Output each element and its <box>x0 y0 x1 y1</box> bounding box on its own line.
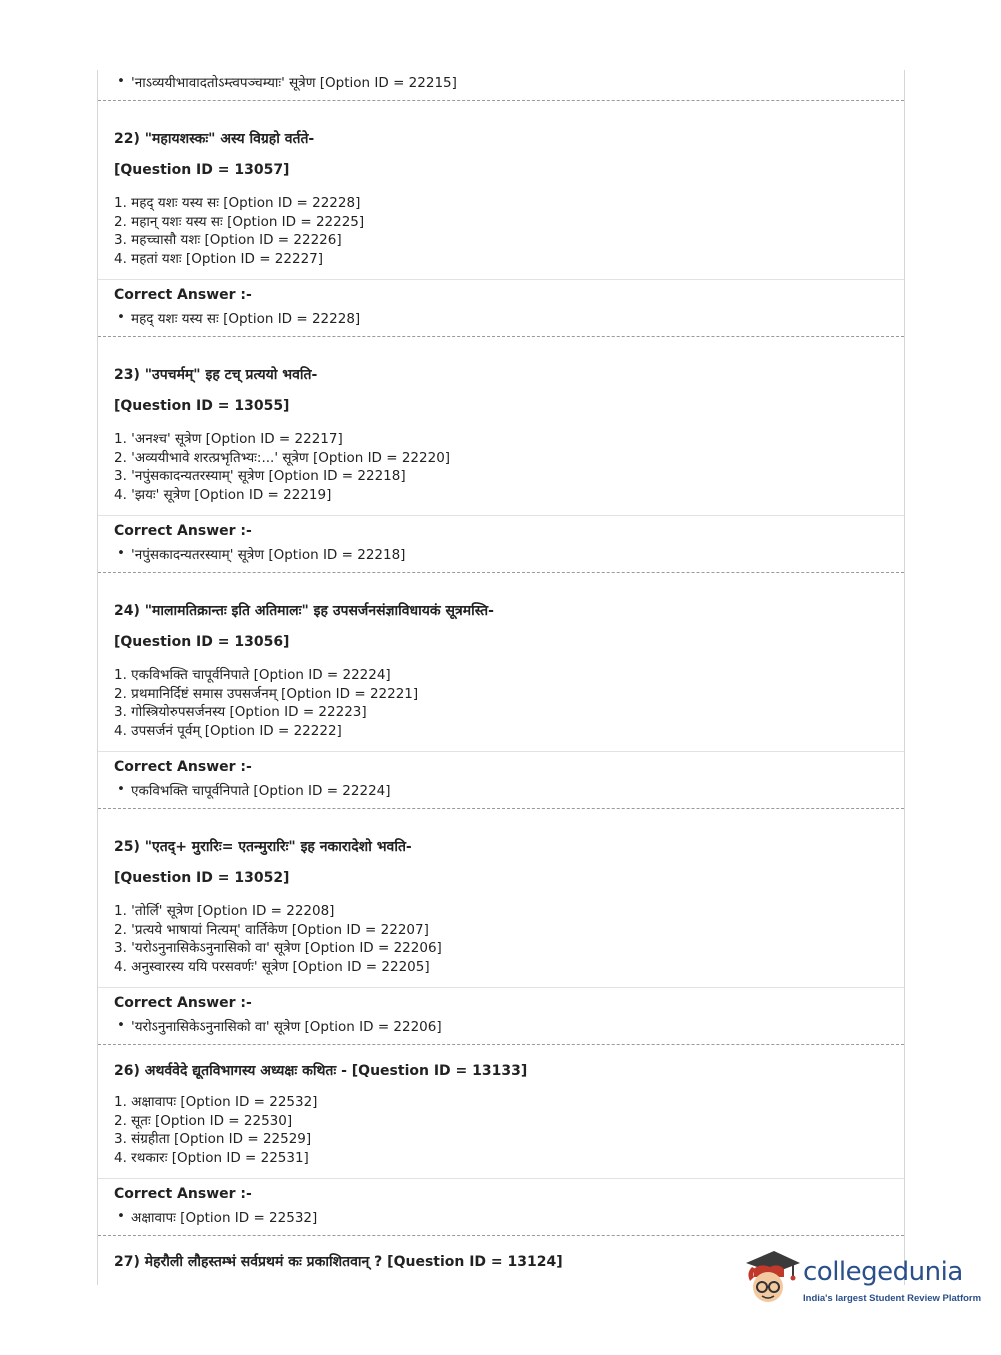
question-id: [Question ID = 13057] <box>114 162 290 178</box>
option: 2. 'प्रत्यये भाषायां नित्यम्' वार्तिकेण [Option ID = 22207] <box>114 921 429 938</box>
option: 1. 'तोर्लि' सूत्रेण [Option ID = 22208] <box>114 903 335 919</box>
correct-answer: • एकविभक्ति चापूर्वनिपाते [Option ID = 22224] <box>114 781 391 799</box>
separator <box>98 572 904 573</box>
correct-answer-label: Correct Answer :- <box>114 287 252 303</box>
question-id: [Question ID = 13056] <box>114 634 290 650</box>
option-list <box>114 194 364 268</box>
option-list <box>114 1093 317 1167</box>
option: 2. 'अव्ययीभावे शरत्प्रभृतिभ्यः:...' सूत्रेण [Option ID = 22220] <box>114 449 451 466</box>
option: 1. 'अनश्च' सूत्रेण [Option ID = 22217] <box>114 431 343 447</box>
correct-answer-label: Correct Answer :- <box>114 759 252 775</box>
divider <box>98 987 904 988</box>
question-id: [Question ID = 13055] <box>114 398 290 414</box>
option: 3. संग्रहीता [Option ID = 22529] <box>114 1131 312 1147</box>
correct-answer: • 'यरोऽनुनासिकेऽनुनासिको वा' सूत्रेण [Option ID = 22206] <box>114 1017 442 1035</box>
option: 2. महान् यशः यस्य सः [Option ID = 22225] <box>114 213 365 230</box>
question-title: 25) "एतद्+ मुरारिः= एतन्मुरारिः" इह नकारादेशो भवति- <box>114 839 412 855</box>
correct-answer-label: Correct Answer :- <box>114 1186 252 1202</box>
divider <box>98 515 904 516</box>
option-list <box>114 902 442 976</box>
separator <box>98 336 904 337</box>
option: 2. सूतः [Option ID = 22530] <box>114 1112 293 1129</box>
option: 4. उपसर्जनं पूर्वम् [Option ID = 22222] <box>114 722 342 739</box>
option: 4. 'झयः' सूत्रेण [Option ID = 22219] <box>114 486 332 503</box>
option: 2. प्रथमानिर्दिष्टं समास उपसर्जनम् [Option ID = 22221] <box>114 685 419 702</box>
option: 1. अक्षावापः [Option ID = 22532] <box>114 1094 318 1110</box>
question-id: [Question ID = 13052] <box>114 870 290 886</box>
question-title: 26) अथर्ववेदे द्यूतविभागस्य अध्यक्षः कथितः - [Question ID = 13133] <box>114 1063 528 1079</box>
correct-answer-label: Correct Answer :- <box>114 523 252 539</box>
option: 1. एकविभक्ति चापूर्वनिपाते [Option ID = 22224] <box>114 667 391 683</box>
option: 3. महच्चासौ यशः [Option ID = 22226] <box>114 232 342 248</box>
option: 1. महद् यशः यस्य सः [Option ID = 22228] <box>114 195 361 211</box>
question-title: 23) "उपचर्मम्" इह टच् प्रत्ययो भवति- <box>114 367 318 383</box>
collegedunia-logo <box>740 1247 982 1317</box>
separator <box>98 808 904 809</box>
mascot-icon <box>740 1247 802 1309</box>
option: 3. गोस्त्रियोरुपसर्जनस्य [Option ID = 22223] <box>114 704 367 720</box>
question-title: 27) मेहरौली लौहस्तम्भं सर्वप्रथमं कः प्रकाशितवान् ? [Question ID = 13124] <box>114 1254 563 1270</box>
divider <box>98 279 904 280</box>
option: 4. रथकारः [Option ID = 22531] <box>114 1149 309 1166</box>
option: 3. 'यरोऽनुनासिकेऽनुनासिको वा' सूत्रेण [Option ID = 22206] <box>114 940 442 956</box>
option-list <box>114 666 418 740</box>
option: 4. महतां यशः [Option ID = 22227] <box>114 250 324 267</box>
document-page <box>97 70 905 1285</box>
option: 4. अनुस्वारस्य ययि परसवर्णः' सूत्रेण [Option ID = 22205] <box>114 958 430 975</box>
logo-tagline: India's largest Student Review Platform <box>803 1293 982 1304</box>
question-title: 22) "महायशस्कः" अस्य विग्रहो वर्तते- <box>114 131 315 147</box>
option: 3. 'नपुंसकादन्यतरस्याम्' सूत्रेण [Option ID = 22218] <box>114 468 406 484</box>
divider <box>98 751 904 752</box>
separator <box>98 1235 904 1236</box>
logo-wordmark: collegedunia <box>803 1257 963 1287</box>
correct-answer-label: Correct Answer :- <box>114 995 252 1011</box>
question-title: 24) "मालामतिक्रान्तः इति अतिमालः" इह उपसर्जनसंज्ञाविधायकं सूत्रमस्ति- <box>114 603 494 619</box>
separator <box>98 100 904 101</box>
divider <box>98 1178 904 1179</box>
option-list <box>114 430 450 504</box>
previous-correct-answer: • 'नाऽव्ययीभावादतोऽम्त्वपञ्चम्याः' सूत्रेण [Option ID = 22215] <box>114 73 457 91</box>
correct-answer: • अक्षावापः [Option ID = 22532] <box>114 1208 317 1226</box>
correct-answer: • 'नपुंसकादन्यतरस्याम्' सूत्रेण [Option ID = 22218] <box>114 545 405 563</box>
separator <box>98 1044 904 1045</box>
correct-answer: • महद् यशः यस्य सः [Option ID = 22228] <box>114 309 360 327</box>
